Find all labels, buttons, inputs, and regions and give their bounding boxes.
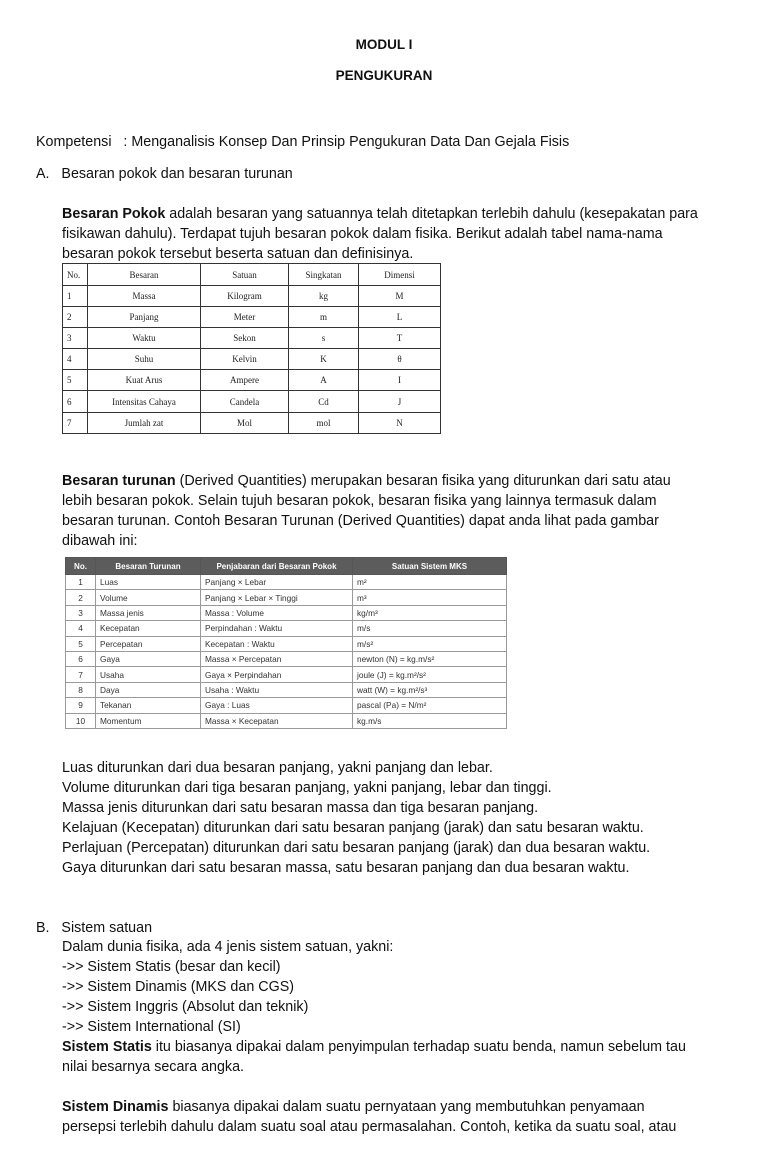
table-cell: T <box>359 328 441 349</box>
table-cell: Candela <box>201 391 289 412</box>
page-title: MODUL I <box>355 37 413 52</box>
table-cell: Massa : Volume <box>201 605 353 620</box>
table-cell: 3 <box>63 328 88 349</box>
table-row <box>63 349 441 370</box>
table-cell: J <box>359 391 441 412</box>
table-cell: Momentum <box>96 713 201 728</box>
turunan-line-4: dibawah ini: <box>62 533 138 549</box>
table-cell: θ <box>359 349 441 370</box>
table-row <box>63 412 441 433</box>
section-a-heading: A. Besaran pokok dan besaran turunan <box>36 166 293 182</box>
table-cell: pascal (Pa) = N/m² <box>353 698 507 713</box>
table-cell: M <box>359 286 441 307</box>
table-cell: Suhu <box>88 349 201 370</box>
table-cell: 6 <box>66 651 96 666</box>
table-cell: Usaha <box>96 667 201 682</box>
table-cell: mol <box>289 412 359 433</box>
table-cell: Perpindahan : Waktu <box>201 621 353 636</box>
table-cell: 4 <box>63 349 88 370</box>
table-header-cell: Penjabaran dari Besaran Pokok <box>201 558 353 575</box>
table-header-cell: Satuan Sistem MKS <box>353 558 507 575</box>
table-cell: 2 <box>66 590 96 605</box>
table-cell: Satuan <box>201 264 289 286</box>
table-cell: L <box>359 307 441 328</box>
dinamis-line-1: biasanya dipakai dalam suatu pernyataan yang membutuhkan penyamaan <box>168 1099 645 1115</box>
derivation-line: Gaya diturunkan dari satu besaran massa, satu besaran panjang dan dua besaran waktu. <box>62 860 630 876</box>
table-row <box>66 713 507 728</box>
table-header-cell: Besaran Turunan <box>96 558 201 575</box>
derivation-line: Perlajuan (Percepatan) diturunkan dari satu besaran panjang (jarak) dan dua besaran waktu. <box>62 840 651 856</box>
table-row <box>63 307 441 328</box>
table-cell: kg/m³ <box>353 605 507 620</box>
table-cell: Sekon <box>201 328 289 349</box>
table-cell: Kecepatan : Waktu <box>201 636 353 651</box>
system-item: ->> Sistem Statis (besar dan kecil) <box>62 959 281 975</box>
table-cell: watt (W) = kg.m²/s³ <box>353 682 507 697</box>
table-cell: kg.m/s <box>353 713 507 728</box>
table-cell: No. <box>63 264 88 286</box>
table-cell: Tekanan <box>96 698 201 713</box>
table-cell: 6 <box>63 391 88 412</box>
table-cell: 1 <box>63 286 88 307</box>
table-cell: 3 <box>66 605 96 620</box>
table-row <box>66 575 507 590</box>
table-cell: Luas <box>96 575 201 590</box>
table-cell: Ampere <box>201 370 289 391</box>
table-cell: s <box>289 328 359 349</box>
table-header-row <box>66 558 507 575</box>
section-b-intro: Dalam dunia fisika, ada 4 jenis sistem satuan, yakni: <box>62 939 394 955</box>
table-cell: K <box>289 349 359 370</box>
statis-line-2: nilai besarnya secara angka. <box>62 1059 244 1075</box>
table-row <box>66 698 507 713</box>
table-cell: 5 <box>66 636 96 651</box>
table-row <box>66 605 507 620</box>
table-cell: Percepatan <box>96 636 201 651</box>
table-cell: Massa jenis <box>96 605 201 620</box>
table-cell: Besaran <box>88 264 201 286</box>
table-cell: m/s <box>353 621 507 636</box>
table-row <box>66 651 507 666</box>
turunan-line-2: lebih besaran pokok. Selain tujuh besaran pokok, besaran fisika yang lainnya termasuk dalam <box>62 493 657 509</box>
table-cell: Intensitas Cahaya <box>88 391 201 412</box>
table-cell: N <box>359 412 441 433</box>
table-cell: Dimensi <box>359 264 441 286</box>
table-cell: 10 <box>66 713 96 728</box>
table-cell: Kecepatan <box>96 621 201 636</box>
statis-line-1: itu biasanya dipakai dalam penyimpulan terhadap suatu benda, namun sebelum tau <box>151 1039 686 1055</box>
table-row <box>66 682 507 697</box>
table-cell: Singkatan <box>289 264 359 286</box>
table-cell: Mol <box>201 412 289 433</box>
table-header-row <box>63 264 441 286</box>
besaran-turunan-table <box>65 557 507 729</box>
table-cell: Cd <box>289 391 359 412</box>
table-row <box>63 391 441 412</box>
table-cell: Waktu <box>88 328 201 349</box>
dinamis-term: Sistem Dinamis <box>62 1099 169 1115</box>
table-cell: 5 <box>63 370 88 391</box>
table-row <box>63 286 441 307</box>
pokok-term: Besaran Pokok <box>62 206 166 222</box>
table-cell: 7 <box>66 667 96 682</box>
table-cell: m³ <box>353 590 507 605</box>
table-cell: Gaya : Luas <box>201 698 353 713</box>
derivation-line: Volume diturunkan dari tiga besaran panjang, yakni panjang, lebar dan tinggi. <box>62 780 552 796</box>
table-cell: 7 <box>63 412 88 433</box>
section-b-heading: B. Sistem satuan <box>36 920 153 936</box>
turunan-line-3: besaran turunan. Contoh Besaran Turunan (Derived Quantities) dapat anda lihat pada gambar <box>62 513 659 529</box>
table-cell: 1 <box>66 575 96 590</box>
table-cell: Gaya × Perpindahan <box>201 667 353 682</box>
derivation-line: Massa jenis diturunkan dari satu besaran massa dan tiga besaran panjang. <box>62 800 539 816</box>
derivation-line: Kelajuan (Kecepatan) diturunkan dari satu besaran panjang (jarak) dan satu besaran waktu. <box>62 820 644 836</box>
system-item: ->> Sistem International (SI) <box>62 1019 241 1035</box>
page-subtitle: PENGUKURAN <box>335 68 433 83</box>
table-cell: Massa × Kecepatan <box>201 713 353 728</box>
table-cell: newton (N) = kg.m/s² <box>353 651 507 666</box>
pokok-line-1: adalah besaran yang satuannya telah ditetapkan terlebih dahulu (kesepakatan para <box>165 206 698 222</box>
table-row <box>66 590 507 605</box>
table-cell: Jumlah zat <box>88 412 201 433</box>
table-cell: Volume <box>96 590 201 605</box>
table-cell: Gaya <box>96 651 201 666</box>
derivation-line: Luas diturunkan dari dua besaran panjang, yakni panjang dan lebar. <box>62 760 493 776</box>
table-cell: Kelvin <box>201 349 289 370</box>
table-row <box>66 636 507 651</box>
table-cell: A <box>289 370 359 391</box>
pokok-line-3: besaran pokok tersebut beserta satuan dan definisinya. <box>62 246 414 262</box>
table-cell: 2 <box>63 307 88 328</box>
table-cell: Usaha : Waktu <box>201 682 353 697</box>
turunan-term: Besaran turunan <box>62 473 176 489</box>
table-header-cell: No. <box>66 558 96 575</box>
table-cell: m <box>289 307 359 328</box>
table-cell: I <box>359 370 441 391</box>
pokok-line-2: fisikawan dahulu). Terdapat tujuh besaran pokok dalam fisika. Berikut adalah tabel nama-nama <box>62 226 663 242</box>
table-row <box>66 667 507 682</box>
table-cell: joule (J) = kg.m²/s² <box>353 667 507 682</box>
system-item: ->> Sistem Inggris (Absolut dan teknik) <box>62 999 309 1015</box>
table-cell: kg <box>289 286 359 307</box>
table-cell: m/s² <box>353 636 507 651</box>
kompetensi-line: Kompetensi : Menganalisis Konsep Dan Prinsip Pengukuran Data Dan Gejala Fisis <box>36 134 570 150</box>
table-cell: Meter <box>201 307 289 328</box>
table-cell: Kuat Arus <box>88 370 201 391</box>
table-cell: m² <box>353 575 507 590</box>
table-cell: 9 <box>66 698 96 713</box>
table-cell: Kilogram <box>201 286 289 307</box>
table-cell: Panjang × Lebar <box>201 575 353 590</box>
table-cell: 8 <box>66 682 96 697</box>
turunan-line-1: (Derived Quantities) merupakan besaran fisika yang diturunkan dari satu atau <box>175 473 671 489</box>
table-row <box>63 328 441 349</box>
table-cell: Panjang <box>88 307 201 328</box>
table-cell: Massa × Percepatan <box>201 651 353 666</box>
table-cell: Massa <box>88 286 201 307</box>
dinamis-line-2: persepsi terlebih dahulu dalam suatu soal atau permasalahan. Contoh, ketika da suatu soal, atau <box>62 1119 677 1135</box>
table-cell: Daya <box>96 682 201 697</box>
table-cell: Panjang × Lebar × Tinggi <box>201 590 353 605</box>
table-row <box>63 370 441 391</box>
table-cell: 4 <box>66 621 96 636</box>
system-item: ->> Sistem Dinamis (MKS dan CGS) <box>62 979 294 995</box>
table-row <box>66 621 507 636</box>
statis-term: Sistem Statis <box>62 1039 152 1055</box>
besaran-pokok-table <box>62 263 441 434</box>
